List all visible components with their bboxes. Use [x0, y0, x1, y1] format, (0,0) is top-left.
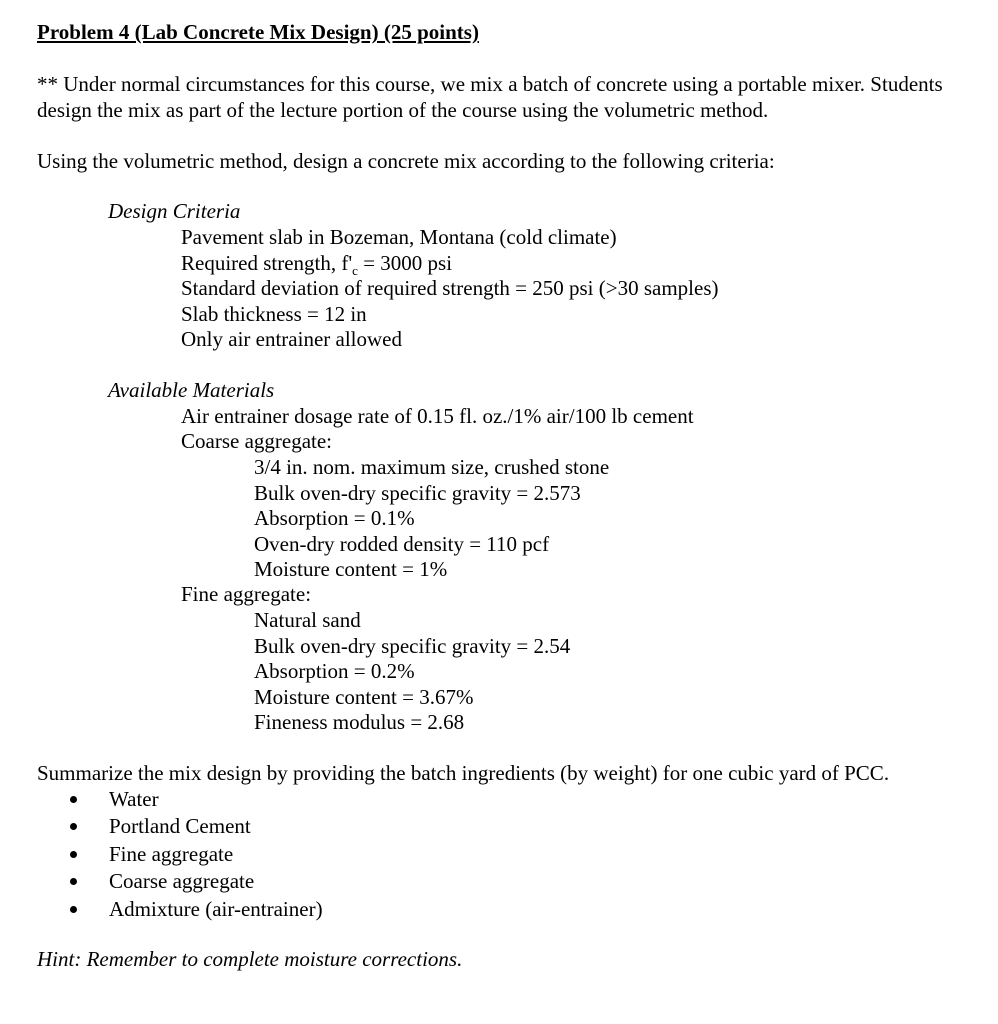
design-criteria-list [181, 225, 719, 353]
bullet-icon [70, 878, 77, 885]
bullet-icon [70, 796, 77, 803]
fine-item: Fineness modulus = 2.68 [254, 710, 465, 734]
intro-line-2: design the mix as part of the lecture portion of the course using the volumetric method. [37, 97, 769, 122]
list-item-text: Coarse aggregate [109, 869, 255, 894]
list-item-text: Admixture (air-entrainer) [109, 896, 323, 921]
criteria-strength-value: = 3000 psi [357, 250, 453, 275]
list-item-text: Fine aggregate [109, 841, 234, 866]
summary-prompt: Summarize the mix design by providing the batch ingredients (by weight) for one cubic yard of PCC. [37, 761, 890, 785]
bullet-icon [70, 851, 77, 858]
criteria-item: Pavement slab in Bozeman, Montana (cold climate) [181, 225, 617, 249]
criteria-item: Standard deviation of required strength = 250 psi (>30 samples) [181, 276, 719, 300]
coarse-item: 3/4 in. nom. maximum size, crushed stone [254, 455, 610, 479]
coarse-item: Bulk oven-dry specific gravity = 2.573 [254, 480, 581, 505]
list-item-text: Portland Cement [109, 814, 251, 839]
problem-title: Problem 4 (Lab Concrete Mix Design) (25 points) [37, 20, 479, 44]
coarse-aggregate-label: Coarse aggregate: [181, 429, 333, 453]
hint-text: Hint: Remember to complete moisture corrections. [37, 947, 463, 971]
lead-sentence: Using the volumetric method, design a concrete mix according to the following criteria: [37, 149, 775, 173]
fine-item: Bulk oven-dry specific gravity = 2.54 [254, 633, 571, 658]
criteria-strength-label: Required strength, f' [181, 250, 353, 275]
bullet-icon [70, 823, 77, 830]
fine-aggregate-label: Fine aggregate: [181, 582, 312, 606]
coarse-item: Absorption = 0.1% [254, 506, 415, 530]
design-criteria-heading: Design Criteria [108, 199, 241, 223]
fine-aggregate-list [254, 608, 570, 736]
criteria-item: Slab thickness = 12 in [181, 301, 367, 326]
coarse-item: Moisture content = 1% [254, 557, 448, 581]
criteria-item: Only air entrainer allowed [181, 327, 402, 351]
intro-paragraph [37, 72, 987, 123]
coarse-aggregate-list [254, 455, 609, 583]
available-materials-heading: Available Materials [108, 378, 275, 402]
criteria-item-strength [181, 251, 719, 277]
list-item-text: Water [109, 787, 159, 811]
bullet-icon [70, 906, 77, 913]
intro-line-1: ** Under normal circumstances for this course, we mix a batch of concrete using a portable mixer. Students [37, 72, 943, 96]
fine-item: Moisture content = 3.67% [254, 684, 474, 709]
fine-item: Natural sand [254, 608, 361, 632]
fine-item: Absorption = 0.2% [254, 659, 415, 683]
criteria-strength-subscript: c [352, 262, 358, 278]
admixture-dosage: Air entrainer dosage rate of 0.15 fl. oz./1% air/100 lb cement [181, 404, 694, 428]
coarse-item: Oven-dry rodded density = 110 pcf [254, 531, 550, 556]
